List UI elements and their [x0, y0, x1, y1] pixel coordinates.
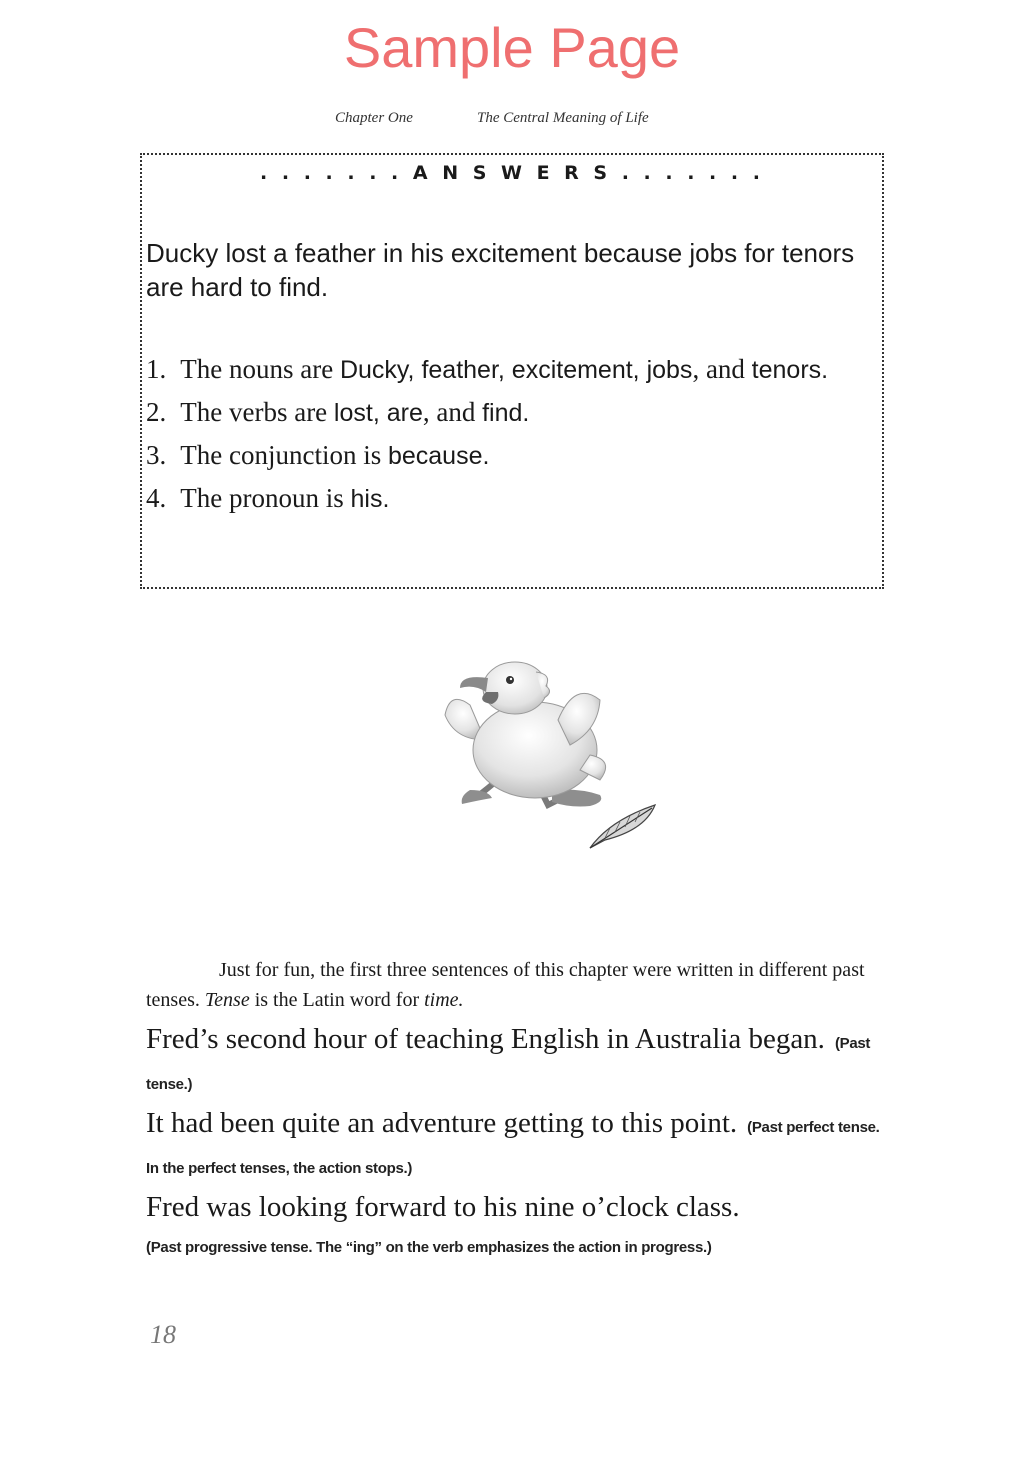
answers-sentence: Ducky lost a feather in his excitement because jobs for tenors are hard to find.: [146, 238, 855, 302]
answer-item-conjunction: [146, 438, 866, 473]
running-head-chapter: Chapter One: [335, 110, 413, 126]
answer-item-terms: lost, are: [333, 399, 423, 427]
answer-item-terms2: find.: [482, 399, 530, 427]
body-paragraph: [146, 955, 876, 1015]
body-text: Just for fun, the first three sentences of this chapter were written in different past tenses.: [146, 959, 865, 1011]
example-past-progressive: [146, 1189, 886, 1226]
example-sentence: Fred was looking forward to his nine o’clock class.: [146, 1191, 740, 1223]
running-head-title: The Central Meaning of Life: [477, 110, 649, 126]
answer-item-lead: The nouns are: [180, 354, 340, 384]
answer-item-nouns: [146, 352, 866, 387]
example-sentence: It had been quite an adventure getting to this point.: [146, 1107, 738, 1139]
answer-item-number: 3.: [146, 440, 167, 470]
example-note: (Past progressive tense. The “ing” on the verb emphasizes the action in progress.): [146, 1239, 712, 1256]
answer-item-number: 4.: [146, 483, 167, 513]
answer-item-verbs: [146, 395, 866, 430]
answer-item-number: 1.: [146, 354, 167, 384]
body-term-time: time.: [424, 989, 464, 1011]
page-number: 18: [150, 1320, 176, 1349]
sample-page-watermark: Sample Page: [343, 16, 681, 79]
answer-item-terms2: tenors.: [751, 356, 829, 384]
answer-item-mid: , and: [692, 354, 752, 384]
example-sentence: Fred’s second hour of teaching English in Australia began.: [146, 1023, 825, 1055]
body-text: is the Latin word for: [249, 989, 425, 1011]
example-past-perfect: [146, 1105, 886, 1187]
answer-item-number: 2.: [146, 397, 167, 427]
answer-item-lead: The pronoun is: [180, 483, 351, 513]
answers-list: [146, 352, 866, 524]
answer-item-lead: The verbs are: [180, 397, 334, 427]
answers-heading: . . . . . . . A N S W E R S . . . . . . .: [260, 162, 764, 184]
body-term-tense: Tense: [204, 989, 250, 1011]
example-past-tense: [146, 1021, 886, 1103]
example-note: (Past tense.): [146, 1035, 871, 1093]
answer-item-pronoun: [146, 481, 866, 516]
answer-item-mid: , and: [422, 397, 483, 427]
answer-item-terms: Ducky, feather, excitement, jobs: [339, 356, 693, 384]
example-note: (Past perfect tense. In the perfect tenses, the action stops.): [146, 1119, 880, 1177]
answer-item-terms: his.: [350, 485, 390, 513]
answer-item-terms: because.: [387, 442, 490, 470]
answer-item-lead: The conjunction is: [180, 440, 388, 470]
duck-with-feather-icon: [440, 660, 660, 855]
